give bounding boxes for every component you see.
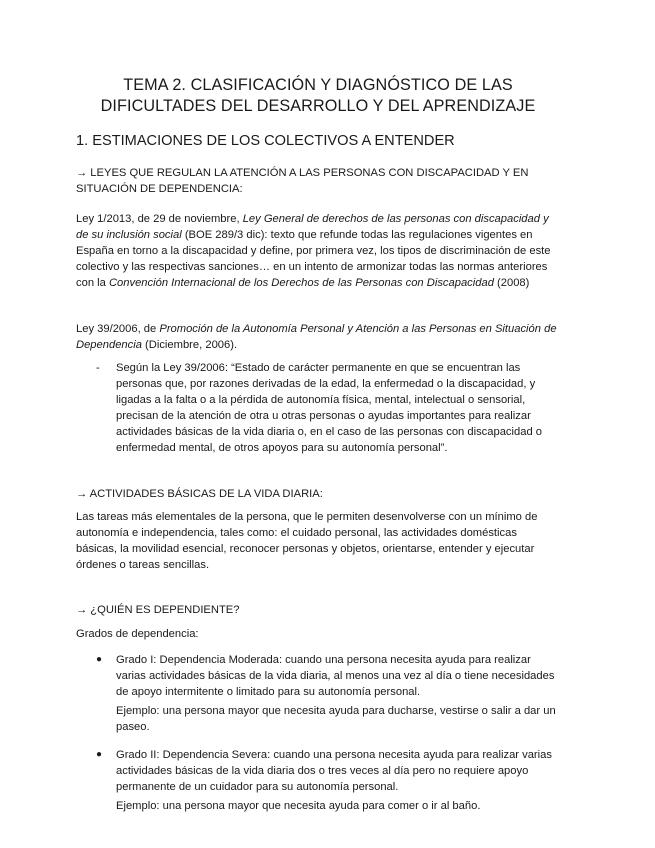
grado-2-text: Grado II: Dependencia Severa: cuando una persona necesita ayuda para realizar varias actividades básicas de la vida diaria dos o tres veces al día pero no requiere apoyo permanente de un cuidador para su autonomía personal.	[116, 749, 552, 793]
bullet-marker: ●	[96, 749, 103, 760]
grado-1-text: Grado I: Dependencia Moderada: cuando una persona necesita ayuda para realizar varias actividades básicas de la vida diaria, al menos una vez al día o tiene necesidades de apoyo intermitente o limitado para su autonomía personal.	[116, 654, 555, 698]
ley-39-title: Promoción de la Autonomía Personal y Atención a las Personas en Situación de Dependencia	[76, 323, 557, 351]
grado-2-example: Ejemplo: una persona mayor que necesita ayuda para comer o ir al baño.	[116, 800, 481, 812]
dependiente-heading: → ¿QUIÉN ES DEPENDIENTE?	[76, 604, 240, 616]
page-title	[66, 75, 570, 117]
bullet-marker: ●	[96, 654, 103, 665]
convencion-title: Convención Internacional de los Derechos de las Personas con Discapacidad	[108, 277, 494, 289]
actividades-paragraph: Las tareas más elementales de la persona, que le permiten desenvolverse con un mínimo de autonomía e independencia, tales como: el cuidado personal, las actividades domésticas básicas, la movilidad esencial, reconocer personas y objetos, orientarse, entender y ejecutar órdenes o tareas sencillas.	[76, 511, 538, 571]
actividades-heading: → ACTIVIDADES BÁSICAS DE LA VIDA DIARIA:	[76, 488, 323, 500]
grados-label: Grados de dependencia:	[76, 628, 199, 640]
dash-marker: -	[96, 362, 100, 374]
ley-39-2006-paragraph: Ley 39/2006, de Promoción de la Autonomía Personal y Atención a las Personas en Situación de Dependencia (Diciembre, 2006).	[76, 323, 557, 351]
ley-1-2013-paragraph: Ley 1/2013, de 29 de noviembre, Ley General de derechos de las personas con discapacidad y de su inclusión social (BOE 289/3 dic): texto que refunde todas las regulaciones vigentes en España en torno a la discapacidad y define, por primera vez, los tipos de discriminación de este colectivo y las respectivas sanciones… en un intento de armonizar todas las normas anteriores con la Convención Internacional de los Derechos de las Personas con Discapacidad (2008)	[76, 213, 551, 289]
title-line-2: DIFICULTADES DEL DESARROLLO Y DEL APRENDIZAJE	[100, 97, 536, 115]
title-line-1: TEMA 2. CLASIFICACIÓN Y DIAGNÓSTICO DE LAS	[123, 76, 513, 94]
dependencia-definition: Según la Ley 39/2006: “Estado de carácter permanente en que se encuentran las personas que, por razones derivadas de la edad, la enfermedad o la discapacidad, y ligadas a la falta o a la pérdida de autonomía física, mental, intelectual o sensorial, precisan de la atención de otra u otras personas o ayudas importantes para realizar actividades básicas de la vida diaria o, en el caso de las personas con discapacidad o enfermedad mental, de otros apoyos para su autonomía personal”.	[116, 362, 543, 454]
section-heading: 1. ESTIMACIONES DE LOS COLECTIVOS A ENTENDER	[76, 133, 455, 149]
grado-1-example: Ejemplo: una persona mayor que necesita ayuda para ducharse, vestirse o salir a dar un paseo.	[116, 705, 556, 733]
ley-general-title: Ley General de derechos de las personas con discapacidad y de su inclusión social	[76, 213, 549, 241]
leyes-heading: → LEYES QUE REGULAN LA ATENCIÓN A LAS PERSONAS CON DISCAPACIDAD Y EN SITUACIÓN DE DEPENDENCIA:	[76, 167, 529, 195]
